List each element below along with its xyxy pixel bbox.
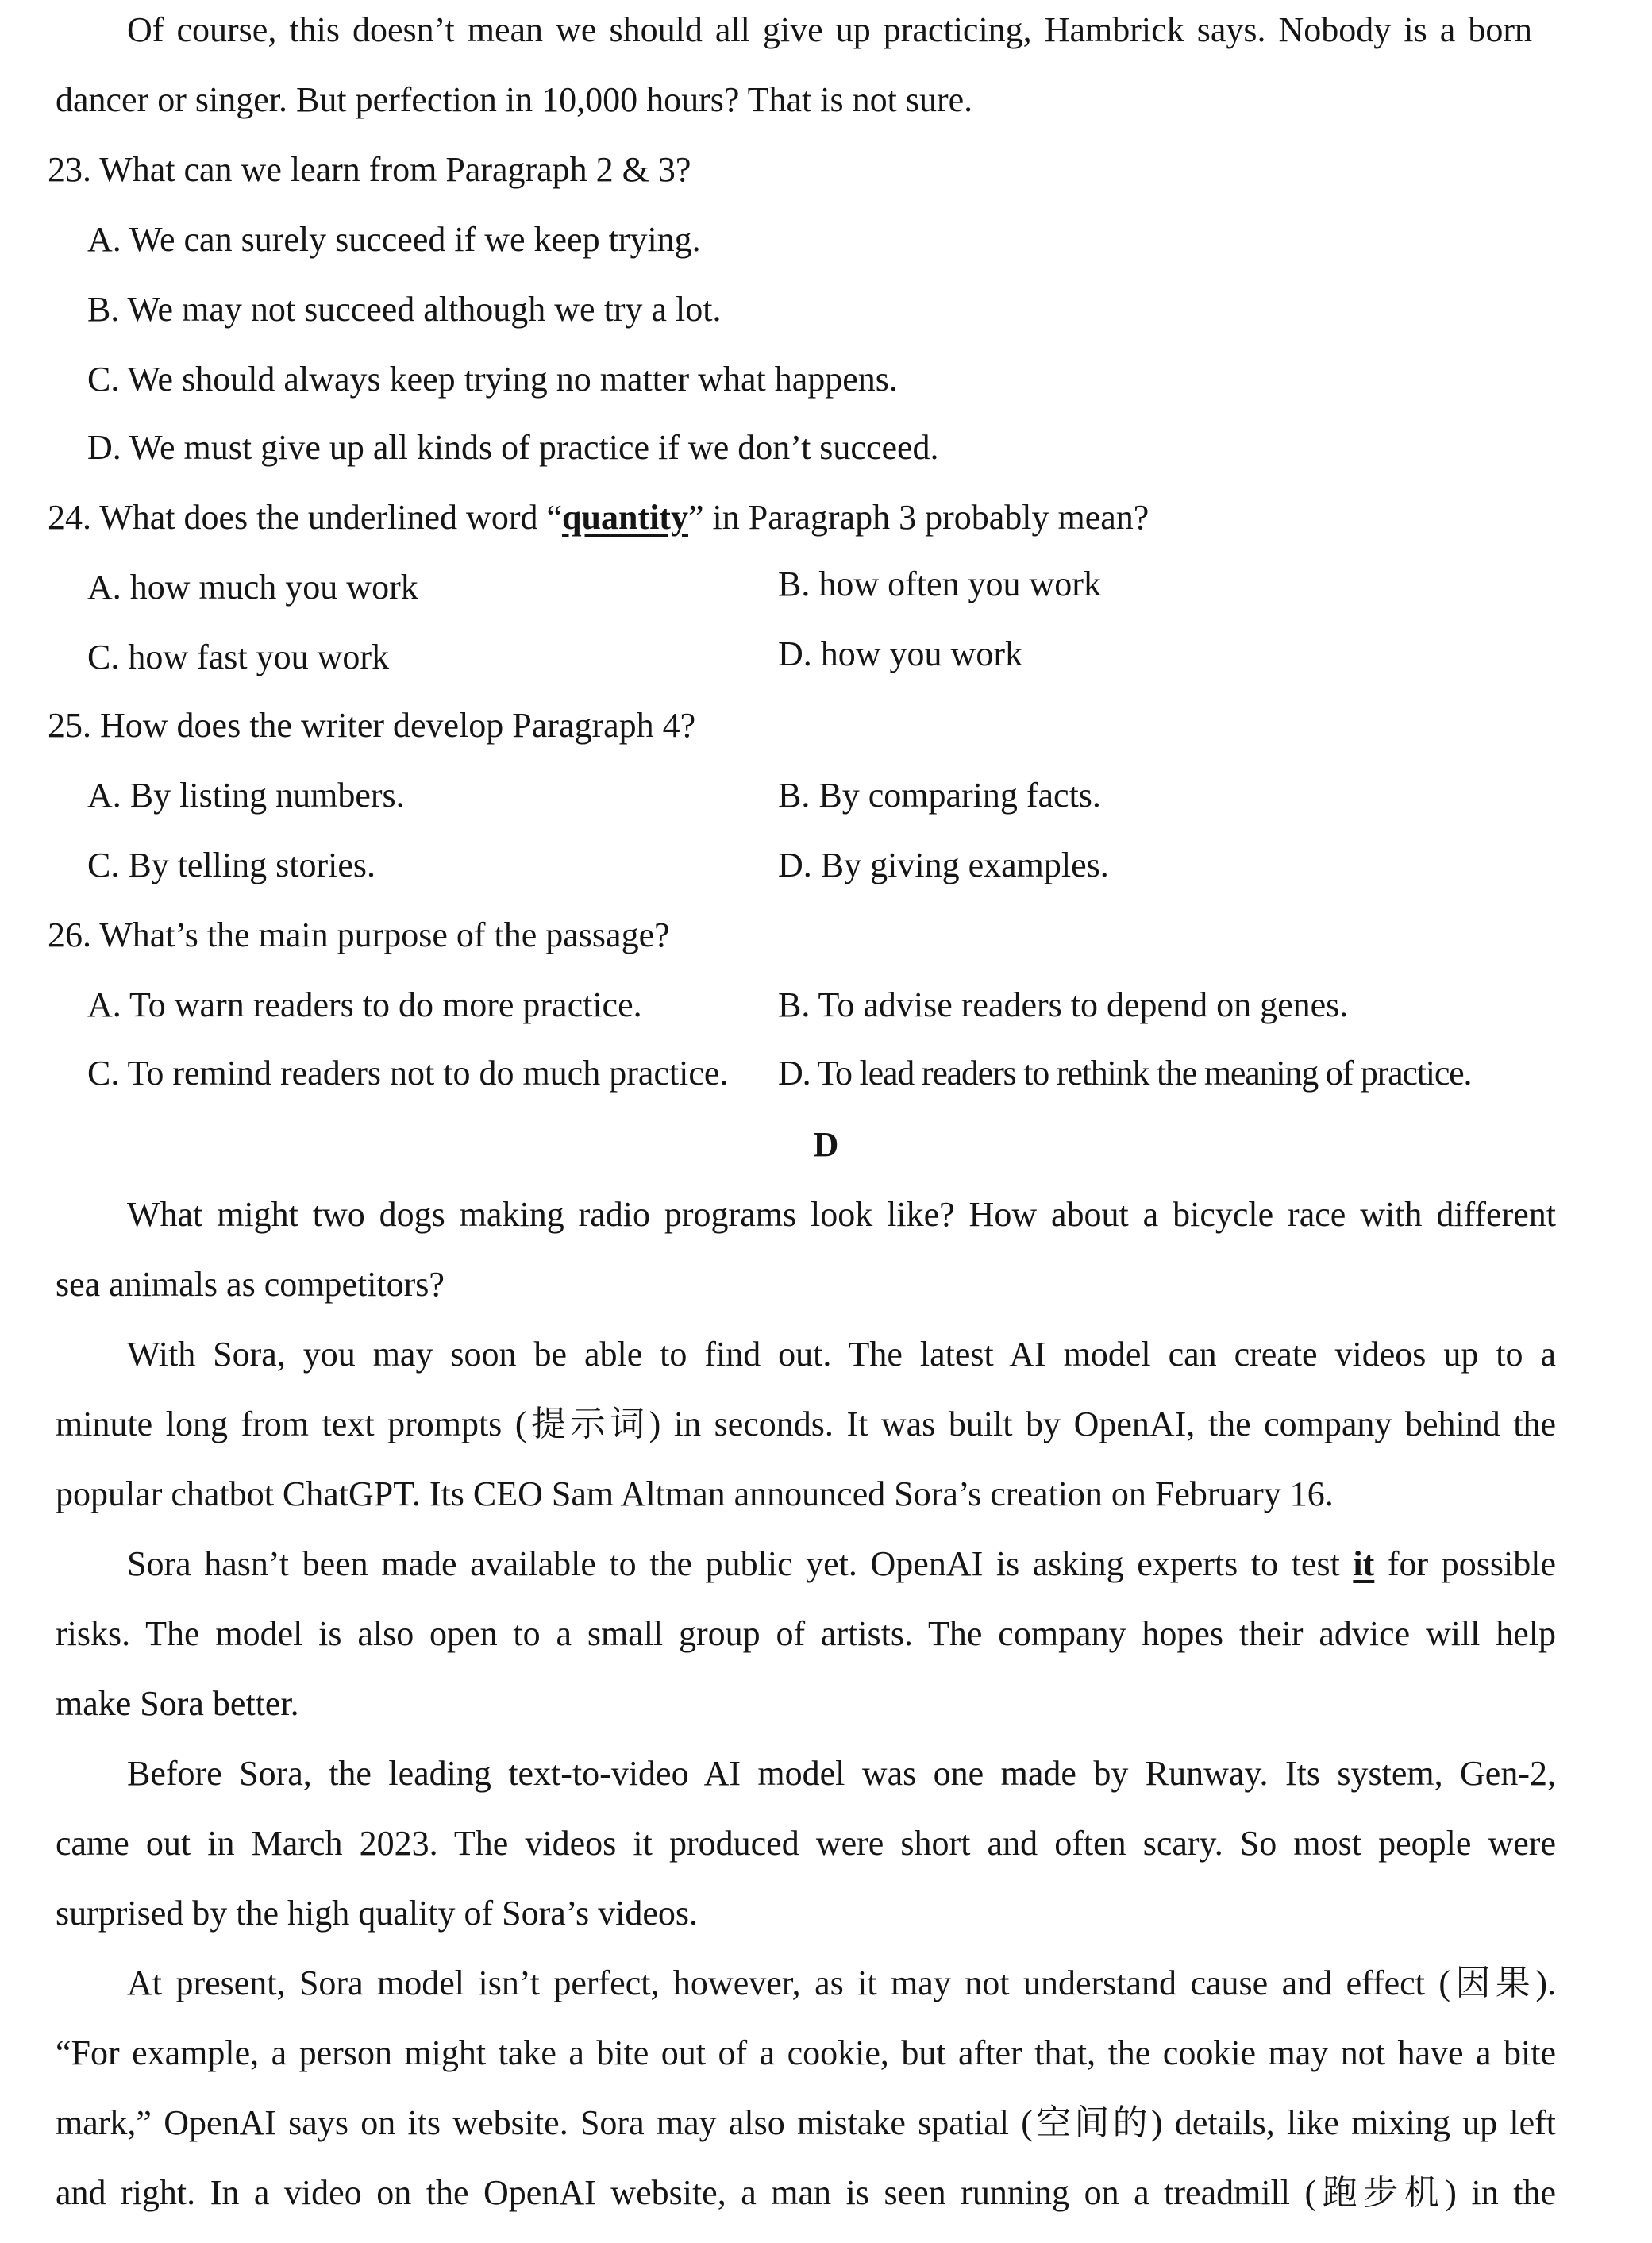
paragraph-line: At present, Sora model isn’t perfect, however, as it may not understand cause and effect (因果). bbox=[127, 1964, 1556, 2002]
option-26-b: B. To advise readers to depend on genes. bbox=[778, 985, 1349, 1024]
paragraph-line: came out in March 2023. The videos it produced were short and often scary. So most people were bbox=[56, 1824, 1556, 1863]
section-heading: D bbox=[813, 1125, 839, 1164]
paragraph-line: make Sora better. bbox=[56, 1684, 299, 1723]
option-24-a: A. how much you work bbox=[87, 568, 418, 607]
passage-line: Of course, this doesn’t mean we should all give up practicing, Hambrick says. Nobody is a born bbox=[127, 10, 1532, 49]
paragraph-line: Before Sora, the leading text-to-video AI model was one made by Runway. Its system, Gen-2, bbox=[127, 1754, 1556, 1793]
option-25-b: B. By comparing facts. bbox=[778, 776, 1101, 815]
option-23-b: B. We may not succeed although we try a lot. bbox=[87, 290, 722, 329]
option-26-a: A. To warn readers to do more practice. bbox=[87, 985, 642, 1024]
stem-text: 24. What does the underlined word “ bbox=[48, 498, 563, 537]
stem-text: ” in Paragraph 3 probably mean? bbox=[687, 498, 1149, 537]
paragraph-line: mark,” OpenAI says on its website. Sora may also mistake spatial (空间的) details, like mixing up left bbox=[56, 2103, 1556, 2142]
option-24-d: D. how you work bbox=[778, 634, 1022, 673]
option-23-a: A. We can surely succeed if we keep trying. bbox=[87, 220, 701, 259]
option-23-d: D. We must give up all kinds of practice if we don’t succeed. bbox=[87, 428, 939, 467]
paragraph-line: and right. In a video on the OpenAI website, a man is seen running on a treadmill (跑步机) in the bbox=[56, 2173, 1556, 2212]
paragraph-line bbox=[127, 1542, 1556, 1586]
underlined-word: quantity bbox=[562, 498, 688, 537]
paragraph-line: popular chatbot ChatGPT. Its CEO Sam Altman announced Sora’s creation on February 16. bbox=[56, 1474, 1334, 1513]
question-stem-25: 25. How does the writer develop Paragraph 4? bbox=[48, 706, 696, 745]
paragraph-line: risks. The model is also open to a small group of artists. The company hopes their advice will help bbox=[56, 1614, 1556, 1653]
paragraph-line: minute long from text prompts (提示词) in seconds. It was built by OpenAI, the company behind the bbox=[56, 1405, 1556, 1443]
option-23-c: C. We should always keep trying no matter what happens. bbox=[87, 360, 898, 399]
question-stem-23: 23. What can we learn from Paragraph 2 & 3? bbox=[48, 150, 691, 189]
paragraph-line: With Sora, you may soon be able to find out. The latest AI model can create videos up to a bbox=[127, 1335, 1556, 1374]
option-25-d: D. By giving examples. bbox=[778, 846, 1109, 884]
question-stem-24 bbox=[48, 495, 1149, 540]
option-24-c: C. how fast you work bbox=[87, 638, 390, 676]
paragraph-line: surprised by the high quality of Sora’s videos. bbox=[56, 1894, 699, 1933]
paragraph-line: “For example, a person might take a bite out of a cookie, but after that, the cookie may not have a bite bbox=[56, 2033, 1556, 2072]
question-stem-26: 26. What’s the main purpose of the passage? bbox=[48, 915, 670, 954]
underlined-word: it bbox=[1353, 1544, 1375, 1583]
option-26-c: C. To remind readers not to do much practice. bbox=[87, 1054, 729, 1093]
paragraph-line: What might two dogs making radio programs look like? How about a bicycle race with different bbox=[127, 1195, 1556, 1234]
paragraph-text: for possible bbox=[1374, 1544, 1557, 1583]
option-26-d: D. To lead readers to rethink the meaning of practice. bbox=[778, 1054, 1472, 1093]
passage-line: dancer or singer. But perfection in 10,000 hours? That is not sure. bbox=[56, 80, 973, 119]
paragraph-text: Sora hasn’t been made available to the public yet. OpenAI is asking experts to test bbox=[127, 1544, 1354, 1583]
paragraph-line: sea animals as competitors? bbox=[56, 1265, 445, 1304]
option-25-c: C. By telling stories. bbox=[87, 846, 375, 884]
option-24-b: B. how often you work bbox=[778, 565, 1101, 603]
option-25-a: A. By listing numbers. bbox=[87, 776, 405, 815]
